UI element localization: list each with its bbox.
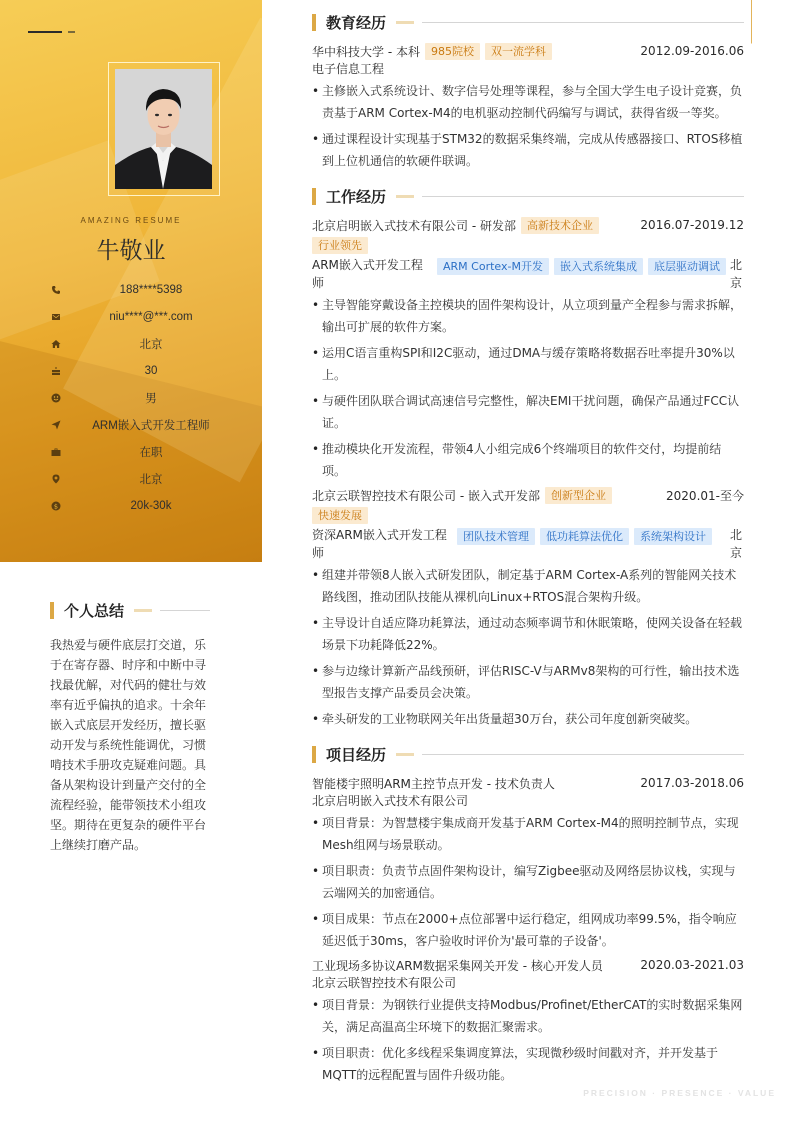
list-item: • 参与边缘计算新产品线预研，评估RISC-V与ARMv8架构的可行性，输出技术选型报告支撑产品委员会决策。 [312,660,744,704]
info-row-status [48,438,238,465]
salary-icon [48,501,64,511]
profile-photo [108,62,220,196]
company-tag: 创新型企业 [545,487,612,504]
age-text: 30 [144,364,158,377]
list-item: • 主导设计自适应降功耗算法，通过动态频率调节和休眠策略，使网关设备在轻载场景下功耗降低22%。 [312,612,744,656]
info-row-target-city [48,465,238,492]
home-icon [48,339,64,349]
job-bullets [312,564,744,730]
resume-tagline: AMAZING RESUME [80,216,182,225]
work-section [312,186,744,730]
job-role: 资深ARM嵌入式开发工程师 [312,528,447,560]
education-section [312,12,744,172]
position-text: ARM嵌入式开发工程师 [92,419,210,432]
salary-text: 20k-30k [130,499,172,512]
list-item: • 组建并带领8人嵌入式研发团队，制定基于ARM Cortex-A系列的智能网关技术路线图，推动团队技能从裸机向Linux+RTOS混合架构升级。 [312,564,744,608]
major: 电子信息工程 [312,62,385,76]
candidate-name: 牛敬业 [96,238,166,264]
list-item: • 项目职责：优化多线程采集调度算法，实现微秒级时间戳对齐，并开发基于MQTT的远程配置与固件升级功能。 [312,1042,744,1086]
section-title: 项目经历 [326,745,387,764]
skill-tag: 底层驱动调试 [648,258,726,275]
sidebar-panel [0,0,262,562]
info-row-email [48,303,238,330]
decor-marks [28,31,75,33]
main-content [312,12,744,1100]
list-item: • 牵头研发的工业物联网关年出货量超30万台，获公司年度创新突破奖。 [312,708,744,730]
job-bullets [312,294,744,482]
job-location: 北京 [730,258,743,290]
education-bullets [312,80,744,172]
email-text: niu****@***.com [109,310,193,323]
school-name: 华中科技大学 - 本科 [312,44,420,59]
city-text: 北京 [139,338,163,351]
briefcase-icon [48,447,64,457]
project-entry [312,956,744,1086]
info-row-salary [48,492,238,519]
smile-icon [48,393,64,403]
project-date: 2017.03-2018.06 [640,776,744,790]
list-item: • 运用C语言重构SPI和I2C驱动，通过DMA与缓存策略将数据吞吐率提升30%以上。 [312,342,744,386]
phone-text: 188****5398 [119,283,183,296]
status-text: 在职 [139,446,163,459]
info-row-age [48,357,238,384]
avatar [115,69,212,189]
phone-icon [48,285,64,295]
list-item: • 通过课程设计实现基于STM32的数据采集终端，完成从传感器接口、RTOS移植到上位机通信的软硬件联调。 [312,128,744,172]
role-line [312,526,744,562]
target-city-text: 北京 [139,473,163,486]
job-date: 2020.01-至今 [666,488,744,503]
info-row-gender [48,384,238,411]
company-name: 北京云联智控技术有限公司 - 嵌入式开发部 [312,488,540,503]
skill-tags [432,258,726,275]
job-entry [312,486,744,730]
location-pin-icon [48,474,64,484]
job-location: 北京 [730,528,743,560]
project-header [312,774,744,792]
contact-info-list [48,276,238,519]
list-item: • 项目职责：负责节点固件架构设计，编写Zigbee驱动及网络层协议栈，实现与云端网关的加密通信。 [312,860,744,904]
mail-icon [48,312,64,322]
job-role: ARM嵌入式开发工程师 [312,258,423,290]
list-item: • 推动模块化开发流程，带领4人小组完成6个终端项目的软件交付，均提前结项。 [312,438,744,482]
gender-text: 男 [145,392,157,405]
education-date: 2012.09-2016.06 [640,44,744,58]
section-header [312,744,744,764]
project-entry [312,774,744,952]
skill-tag: 团队技术管理 [457,528,535,545]
project-bullets [312,994,744,1086]
section-title: 教育经历 [326,13,387,32]
job-header [312,216,744,234]
list-item: • 与硬件团队联合调试高速信号完整性，解决EMI干扰问题，确保产品通过FCC认证。 [312,390,744,434]
skill-tag: ARM Cortex-M开发 [437,258,549,275]
list-item: • 项目背景：为钢铁行业提供支持Modbus/Profinet/EtherCAT的实时数据采集网关，满足高温高尘环境下的数据汇聚需求。 [312,994,744,1038]
project-company: 北京云联智控技术有限公司 [312,976,457,990]
info-row-city [48,330,238,357]
role-line [312,256,744,292]
skill-tags [452,528,712,545]
info-row-position [48,411,238,438]
job-date: 2016.07-2019.12 [640,218,744,232]
list-item: • 项目背景：为智慧楼宇集成商开发基于ARM Cortex-M4的照明控制节点，实现Mesh组网与场景联动。 [312,812,744,856]
personal-summary [50,600,210,855]
project-date: 2020.03-2021.03 [640,958,744,972]
job-entry [312,216,744,482]
project-name: 智能楼宇照明ARM主控节点开发 - 技术负责人 [312,776,555,791]
section-title: 个人总结 [64,602,125,620]
list-item: • 项目成果：节点在2000+点位部署中运行稳定，组网成功率99.5%，指令响应延迟低于30ms，客户验收时评价为'最可靠的子设备'。 [312,908,744,952]
svg-text:$: $ [53,501,59,510]
list-item: • 主修嵌入式系统设计、数字信号处理等课程，参与全国大学生电子设计竞赛，负责基于ARM Cortex-M4的电机驱动控制代码编写与调试，获得省级一等奖。 [312,80,744,124]
footer-tagline: PRECISION · PRESENCE · VALUE [583,1088,776,1098]
skill-tag: 低功耗算法优化 [540,528,629,545]
project-bullets [312,812,744,952]
send-icon [48,420,64,430]
job-header [312,486,744,504]
section-header [312,12,744,32]
section-header [312,186,744,206]
school-tag: 985院校 [425,43,480,60]
project-company: 北京启明嵌入式技术有限公司 [312,794,469,808]
education-entry [312,42,744,60]
skill-tag: 系统架构设计 [634,528,712,545]
project-name: 工业现场多协议ARM数据采集网关开发 - 核心开发人员 [312,958,603,973]
list-item: • 主导智能穿戴设备主控模块的固件架构设计，从立项到量产全程参与需求拆解，输出可扩展的软件方案。 [312,294,744,338]
info-row-phone [48,276,238,303]
section-title: 工作经历 [326,187,387,206]
skill-tag: 嵌入式系统集成 [554,258,643,275]
company-name: 北京启明嵌入式技术有限公司 - 研发部 [312,218,516,233]
projects-section [312,744,744,1086]
section-header [50,600,210,621]
company-tag: 行业领先 [312,237,368,254]
company-tag: 高新技术企业 [521,217,599,234]
school-tag: 双一流学科 [485,43,552,60]
project-header [312,956,744,974]
summary-text: 我热爱与硬件底层打交道，乐于在寄存器、时序和中断中寻找最优解，对代码的健壮与效率有近乎偏执的追求。十余年嵌入式底层开发经历，擅长驱动开发与系统性能调优，习惯啃技术手册攻克疑难问题。具备从架构设计到量产交付的全流程经验，能带领技术小组攻坚。期待在更复杂的硬件平台上继续打磨产品。 [50,638,207,852]
cake-icon [48,366,64,376]
company-tag: 快速发展 [312,507,368,524]
